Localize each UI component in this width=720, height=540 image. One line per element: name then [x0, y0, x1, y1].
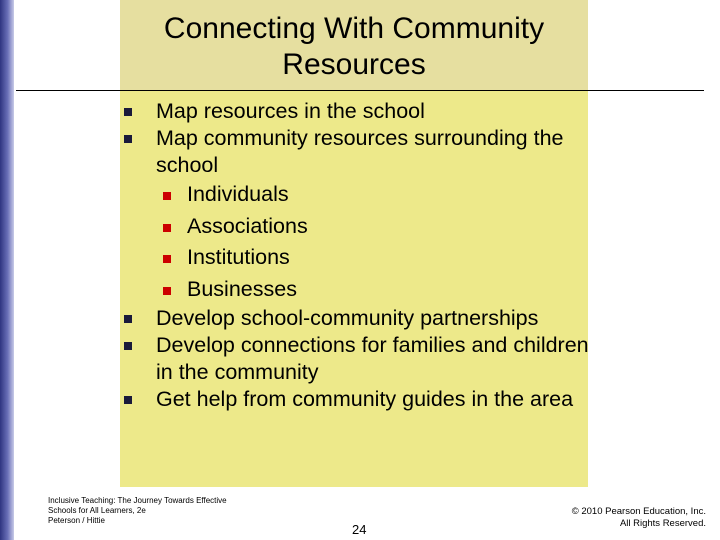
red-square-bullet-icon — [163, 192, 171, 200]
copyright-notice — [572, 506, 706, 530]
square-bullet-icon — [124, 396, 132, 404]
sub-bullet-text: Individuals — [187, 182, 289, 206]
page-number: 24 — [352, 522, 367, 537]
bullet-text: Map community resources surrounding the school — [156, 126, 564, 177]
bullet-item — [0, 305, 596, 332]
bullet-text: Develop connections for families and children in the community — [156, 333, 589, 384]
square-bullet-icon — [124, 342, 132, 350]
copyright-line: © 2010 Pearson Education, Inc. — [571, 506, 706, 517]
bullet-list — [0, 98, 720, 413]
book-authors-line: Peterson / Hittie — [48, 516, 105, 525]
bullet-text: Develop school-community partnerships — [156, 306, 539, 330]
bullet-item — [0, 98, 596, 125]
sub-bullet-text: Businesses — [187, 276, 297, 301]
sub-bullet-item — [0, 179, 587, 211]
sub-bullet-item — [0, 211, 587, 243]
bullet-item — [0, 386, 596, 413]
bullet-text: Get help from community guides in the area — [156, 387, 574, 411]
bullet-item — [0, 125, 596, 179]
rights-line: All Rights Reserved. — [619, 518, 706, 529]
sub-bullet-item — [0, 242, 587, 274]
square-bullet-icon — [124, 135, 132, 143]
bullet-item — [0, 332, 596, 386]
sub-bullet-item — [0, 274, 587, 306]
book-citation — [48, 496, 288, 526]
red-square-bullet-icon — [163, 255, 171, 263]
square-bullet-icon — [124, 315, 132, 323]
book-title-line: Inclusive Teaching: The Journey Towards Effective — [48, 496, 227, 505]
sub-bullet-text: Institutions — [187, 245, 290, 269]
slide-title: Connecting With Community Resources — [163, 12, 545, 81]
red-square-bullet-icon — [163, 224, 171, 232]
book-edition-line: Schools for All Learners, 2e — [48, 506, 146, 515]
bullet-text: Map resources in the school — [156, 99, 425, 123]
red-square-bullet-icon — [163, 287, 171, 295]
square-bullet-icon — [124, 108, 132, 116]
sub-bullet-text: Associations — [187, 213, 308, 238]
